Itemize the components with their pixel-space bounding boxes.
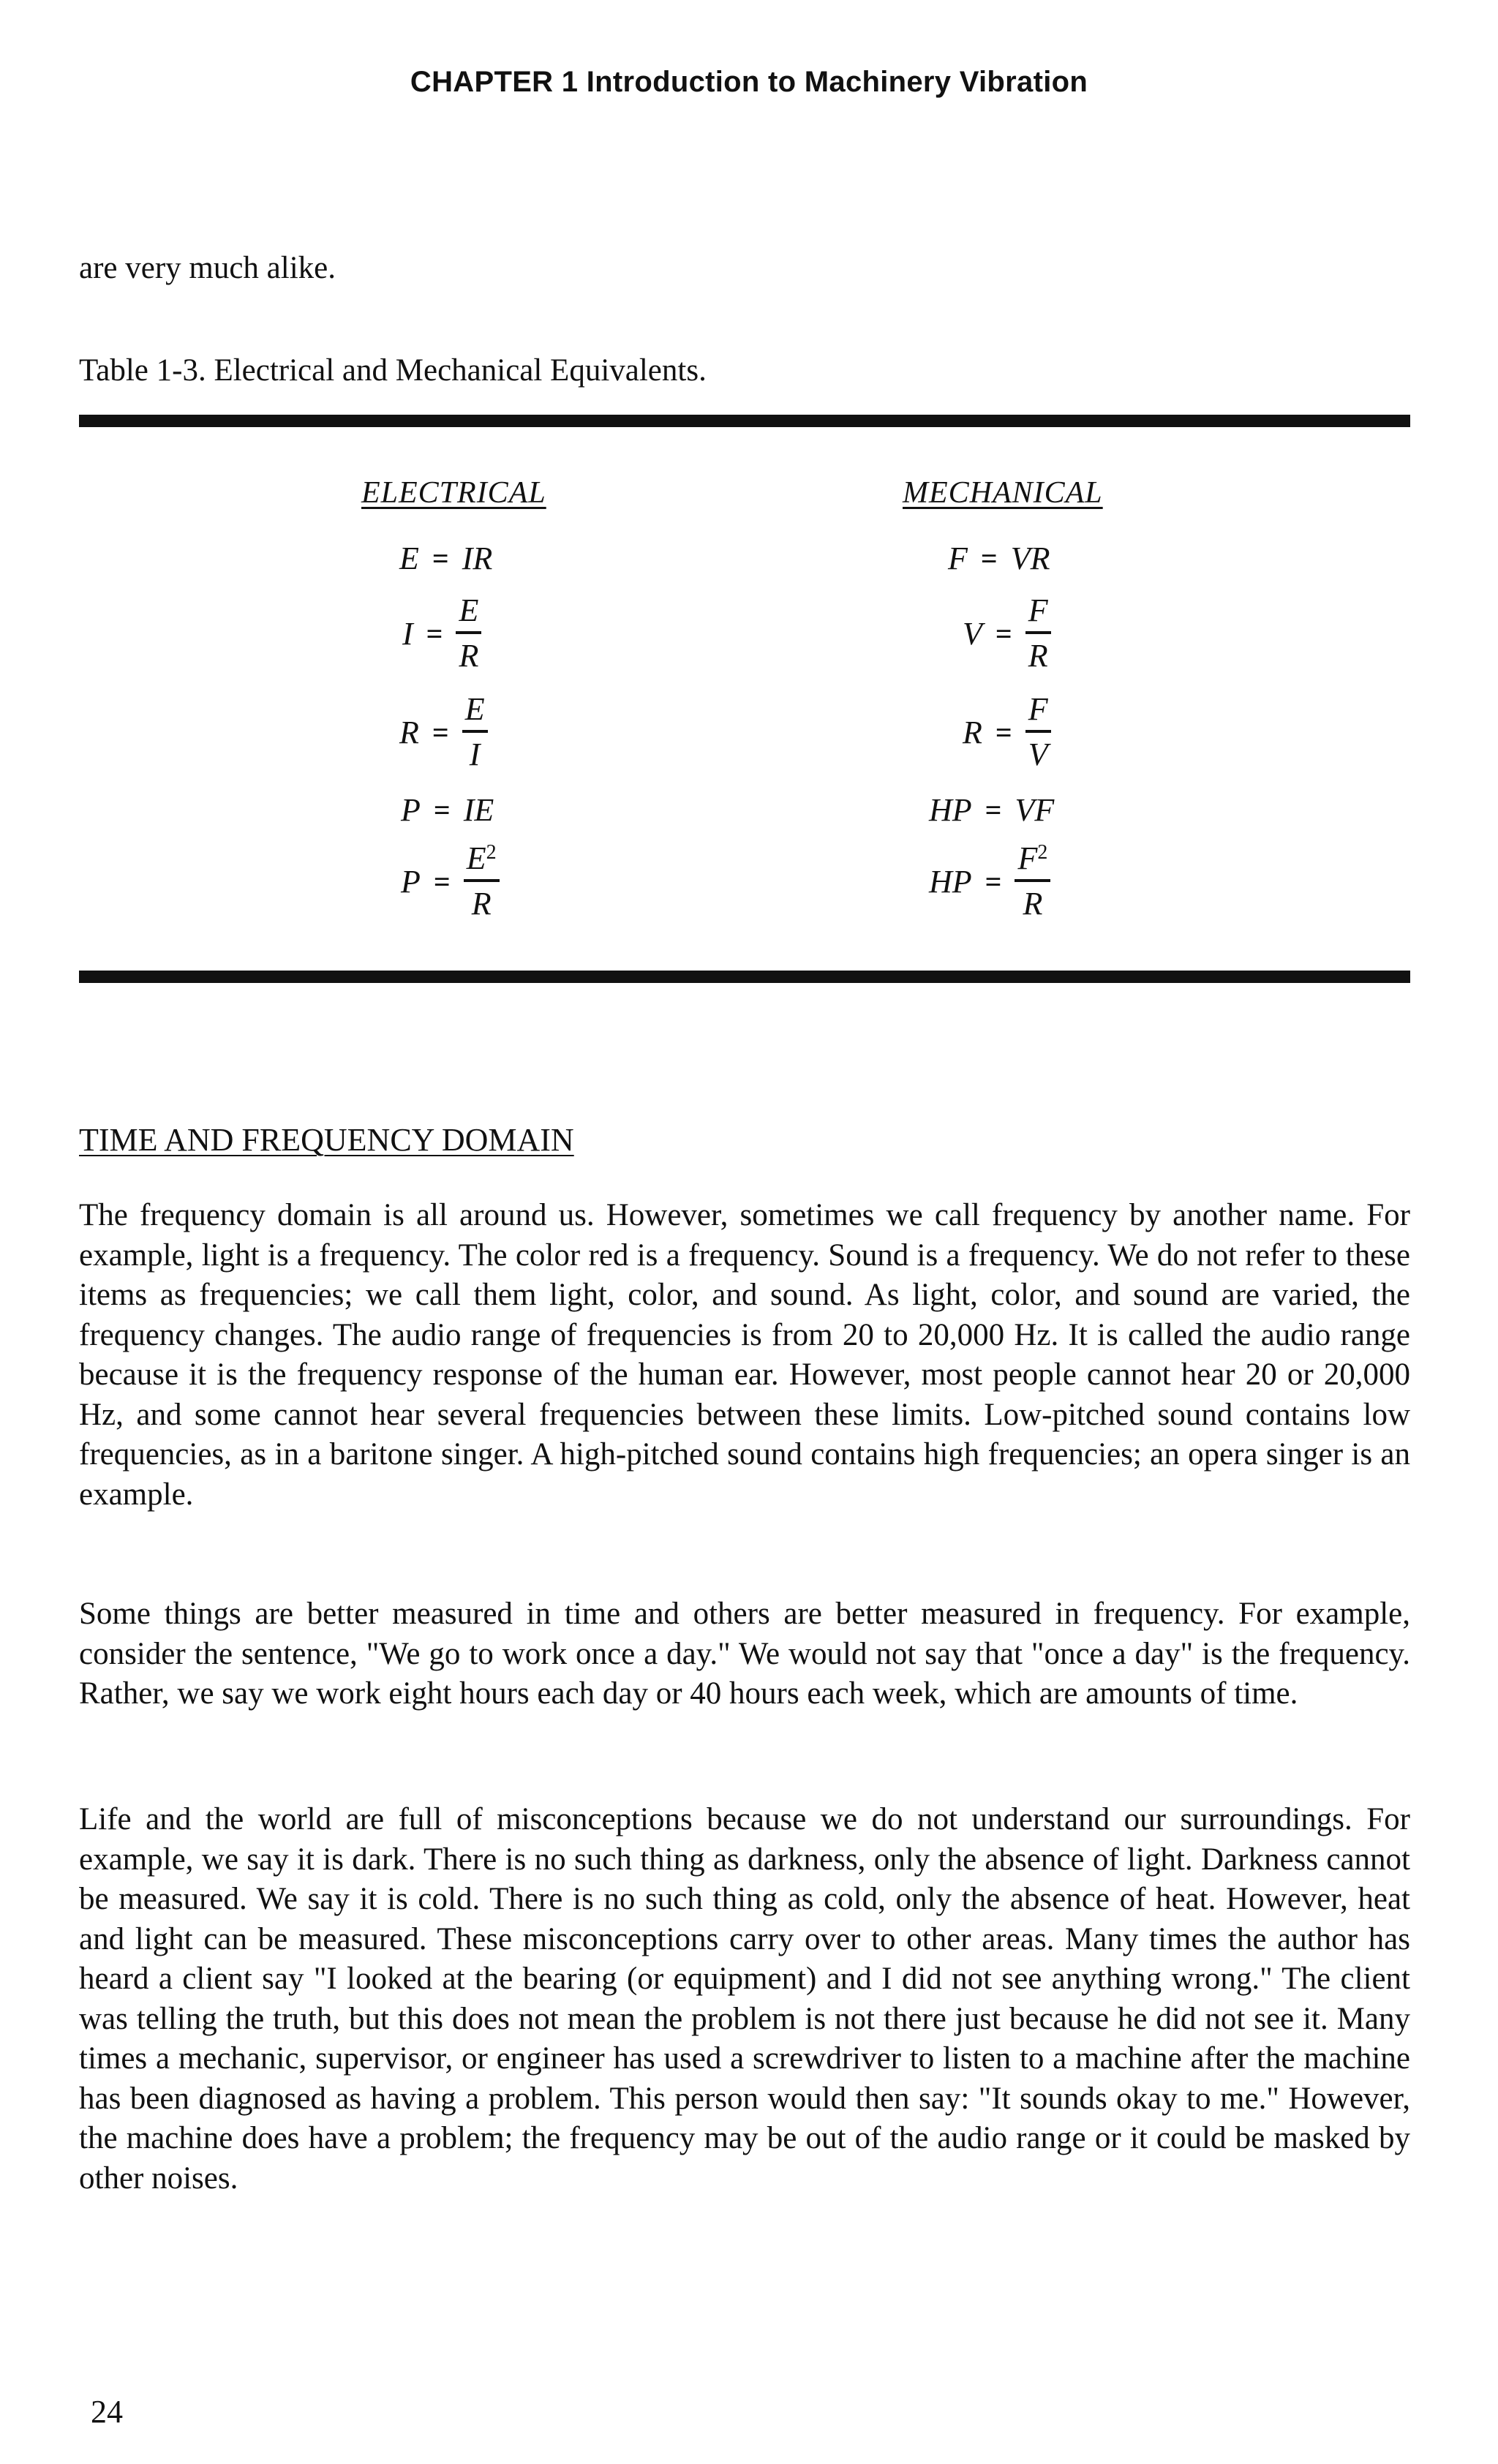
equation-lhs: F (948, 540, 968, 576)
equals-sign: = (985, 864, 1002, 898)
equals-sign: = (995, 617, 1012, 650)
equation-lhs: HP (929, 863, 972, 900)
running-head: CHAPTER 1 Introduction to Machinery Vibration (410, 66, 1088, 98)
equation-rhs: VR (1010, 540, 1050, 576)
equals-sign: = (995, 715, 1012, 749)
equation-mechanical-5 (929, 840, 1050, 922)
fraction-denominator: R (471, 886, 492, 922)
fraction (1015, 840, 1050, 922)
equation-rhs: VF (1015, 792, 1055, 828)
equation-mechanical-1 (948, 540, 1050, 577)
equation-lhs: P (401, 792, 421, 828)
fraction-numerator: F (1028, 691, 1048, 727)
equation-lhs: E (399, 540, 419, 576)
fraction-numerator: $F^2$ (1017, 840, 1048, 876)
equation-electrical-2 (402, 592, 481, 674)
fraction-denominator: R (459, 638, 479, 674)
fraction (462, 693, 488, 771)
equation-mechanical-3 (963, 693, 1051, 771)
table-caption: Table 1-3. Electrical and Mechanical Equivalents. (79, 353, 707, 388)
fraction (1025, 693, 1051, 771)
section-heading: TIME AND FREQUENCY DOMAIN (79, 1122, 574, 1158)
fraction-denominator: R (1023, 886, 1043, 922)
equation-lhs: R (963, 714, 982, 750)
fraction (456, 592, 481, 674)
equation-lhs: HP (929, 792, 972, 828)
equals-sign: = (432, 542, 449, 575)
equation-lhs: P (401, 863, 421, 900)
equation-electrical-3 (399, 693, 488, 771)
equation-mechanical-4 (929, 791, 1054, 829)
equation-lhs: V (963, 615, 982, 652)
equals-sign: = (985, 794, 1002, 826)
fraction-numerator: F (1028, 592, 1048, 628)
equation-electrical-4 (401, 791, 494, 829)
fraction-numerator: E (459, 592, 479, 628)
body-paragraph: Life and the world are full of misconceptions because we do not understand our surroundings. For example, we say it is dark. There is no such thing as darkness, only the absence of light. Darkness cannot be measured. We say it is cold. There is no such thing as cold, only the absence of heat. However, heat and light can be measured. These misconceptions carry over to other areas. Many times the author has heard a client say "I looked at the bearing (or equipment) and I did not see anything wrong." The client was telling the truth, but this does not mean the problem is not there just because he did not see it. Many times a mechanic, supervisor, or engineer has used a screwdriver to listen to a machine after the machine has been diagnosed as having a problem. This person would then say: "It sounds okay to me." However, the machine does have a problem; the frequency may be out of the audio range or it could be masked by other noises. (79, 1802, 1410, 2196)
equals-sign: = (426, 617, 443, 650)
fraction (464, 840, 500, 922)
electrical-column-heading: ELECTRICAL (361, 476, 546, 510)
exponent: 2 (1037, 841, 1048, 864)
equation-electrical-5 (401, 840, 500, 922)
equals-sign: = (433, 794, 451, 826)
equation-mechanical-2 (963, 592, 1051, 674)
equation-lhs: R (399, 714, 419, 750)
body-paragraph: The frequency domain is all around us. However, sometimes we call frequency by another name. For example, light is a frequency. The color red is a frequency. Sound is a frequency. We do not refer to these items as frequencies; we call them light, color, and sound. As light, color, and sound are varied, the frequency changes. The audio range of frequencies is from 20 to 20,000 Hz. It is called the audio range because it is the frequency response of the human ear. However, most people cannot hear 20 or 20,000 Hz, and some cannot hear several frequencies between these limits. Low-pitched sound contains low frequencies, as in a baritone singer. A high-pitched sound contains high frequencies; an opera singer is an example. (79, 1198, 1410, 1512)
continuation-text: are very much alike. (79, 251, 336, 285)
equation-rhs: IR (462, 540, 493, 576)
table-top-rule (79, 415, 1410, 427)
mechanical-column-heading: MECHANICAL (903, 476, 1103, 510)
equals-sign: = (433, 864, 451, 898)
equation-rhs: IE (463, 792, 494, 828)
fraction-numerator: $E^2$ (466, 840, 497, 876)
fraction-denominator: R (1028, 638, 1048, 674)
fraction-denominator: I (469, 736, 481, 772)
equals-sign: = (432, 715, 449, 749)
table-bottom-rule (79, 971, 1410, 983)
equals-sign: = (980, 542, 998, 575)
equation-electrical-1 (399, 540, 492, 577)
exponent: 2 (486, 841, 497, 864)
body-paragraph: Some things are better measured in time and others are better measured in frequency. For example, consider the sentence, "We go to work once a day." We would not say that "once a day" is the frequency. Rather, we say we work eight hours each day or 40 hours each week, which are amounts of time. (79, 1597, 1410, 1711)
fraction (1025, 592, 1051, 674)
fraction-numerator: E (464, 691, 485, 727)
page-number: 24 (91, 2394, 123, 2430)
fraction-denominator: V (1028, 736, 1048, 772)
equation-lhs: I (402, 615, 413, 652)
